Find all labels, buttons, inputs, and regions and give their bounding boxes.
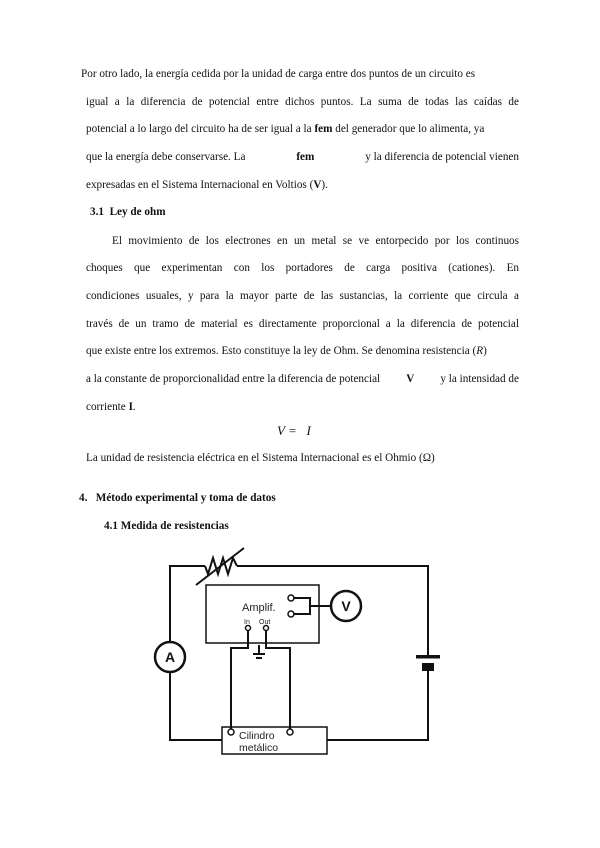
battery-short-plate [422, 663, 434, 671]
voltmeter-wires [294, 598, 331, 614]
p2-line7-c: . [132, 401, 136, 413]
p2-line5-a: que existe entre los extremos. Esto constituye la ley de Ohm. Se denomina resistencia ( [86, 345, 477, 357]
p1-fem-1: fem [314, 123, 333, 135]
p1-fem-2: fem [296, 151, 315, 163]
amp-terminal-bottom [288, 611, 294, 617]
in-terminal [246, 626, 251, 631]
out-terminal [264, 626, 269, 631]
p1-line3-a: potencial a lo largo del circuito ha de ser igual a la [86, 123, 312, 135]
unit-sentence: La unidad de resistencia eléctrica en el Sistema Internacional es el Ohmio (Ω) [86, 452, 435, 464]
p2-volt-symbol: V [406, 373, 415, 385]
p1-line4-c: y la diferencia de potencial vienen [365, 151, 519, 163]
cylinder-terminal-right [287, 729, 293, 735]
p2-line4: través de un tramo de material es directamente proporcional a la diferencia de potencial [86, 318, 519, 330]
cylinder-label-line2: metálico [239, 742, 279, 754]
equation-lhs: V = [277, 423, 297, 438]
section-4-number: 4. [79, 492, 88, 504]
p2-line7-a: corriente [86, 401, 126, 413]
p2-line6-c: y la intensidad de [440, 373, 519, 385]
ammeter-label: A [164, 649, 176, 665]
ground-symbol [253, 645, 265, 658]
outer-wire [170, 566, 428, 740]
p1-line1: Por otro lado, la energía cedida por la unidad de carga entre dos puntos de un circuito es [81, 68, 476, 80]
p2-line2: choques que experimentan con los portadores de carga positiva (cationes). En [86, 262, 519, 274]
battery-long-plate [416, 655, 440, 659]
out-label: Out [259, 619, 271, 626]
amplifier-label: Amplif. [242, 602, 276, 614]
p1-line5-c: ). [321, 179, 328, 191]
section-4-title: Método experimental y toma de datos [95, 492, 276, 504]
section-3-1-number: 3.1 [90, 206, 104, 218]
p2-line3: condiciones usuales, y para la mayor parte de las sustancias, la corriente que circula a [86, 290, 519, 302]
p2-current-symbol: I [128, 401, 133, 413]
cylinder-terminal-left [228, 729, 234, 735]
section-3-1-title: Ley de ohm [109, 206, 166, 218]
in-label: In [244, 619, 250, 626]
section-4-1-heading: 4.1 Medida de resistencias [104, 520, 229, 532]
p1-volt-symbol: V [313, 179, 322, 191]
p2-resistance-symbol: R [476, 345, 484, 357]
p1-line5-a: expresadas en el Sistema Internacional en Voltios ( [86, 179, 314, 191]
p2-line1: El movimiento de los electrones en un metal se ve entorpecido por los continuos [112, 235, 519, 247]
cylinder-label-line1: Cilindro [239, 730, 275, 742]
p1-line3-c: del generador que lo alimenta, ya [335, 123, 485, 135]
amp-terminal-top [288, 595, 294, 601]
equation-rhs: I [306, 423, 311, 438]
p1-line2: igual a la diferencia de potencial entre dichos puntos. La suma de todas las caídas de [86, 96, 519, 108]
voltmeter-label: V [341, 598, 351, 614]
p2-line5-c: ) [483, 345, 487, 357]
p1-line4-a: que la energía debe conservarse. La [86, 151, 246, 163]
p2-line6-a: a la constante de proporcionalidad entre la diferencia de potencial [86, 373, 381, 385]
